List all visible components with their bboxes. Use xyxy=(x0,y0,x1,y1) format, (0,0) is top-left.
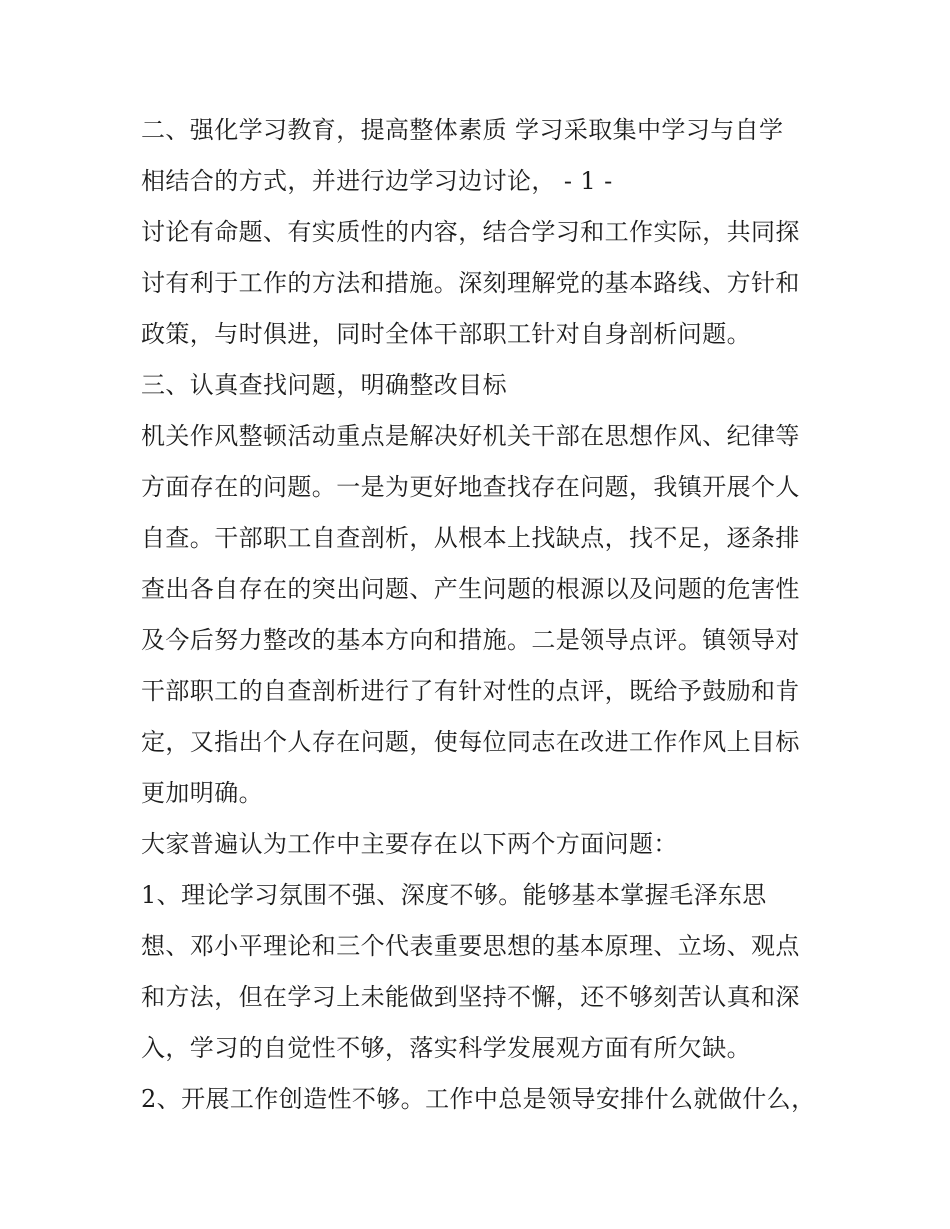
paragraph-line: 大家普遍认为工作中主要存在以下两个方面问题： xyxy=(141,830,678,858)
paragraph-line: 想、邓小平理论和三个代表重要思想的基本原理、立场、观点 xyxy=(141,932,800,960)
heading-strengthen-study: 二、强化学习教育，提高整体素质 学习采取集中学习与自学 xyxy=(141,116,784,144)
list-item-1: 1、理论学习氛围不强、深度不够。能够基本掌握毛泽东思 xyxy=(141,881,767,909)
paragraph-line: 讨有利于工作的方法和措施。深刻理解党的基本路线、方针和 xyxy=(141,269,800,297)
paragraph-line: 入，学习的自觉性不够，落实科学发展观方面有所欠缺。 xyxy=(141,1034,751,1062)
list-item-2: 2、开展工作创造性不够。工作中总是领导安排什么就做什么， xyxy=(141,1085,816,1113)
paragraph-line: 定，又指出个人存在问题，使每位同志在改进工作作风上目标 xyxy=(141,728,800,756)
paragraph-line: 讨论有命题、有实质性的内容，结合学习和工作实际，共同探 xyxy=(141,218,800,246)
paragraph-line: 和方法，但在学习上未能做到坚持不懈，还不够刻苦认真和深 xyxy=(141,983,800,1011)
paragraph-line: 相结合的方式，并进行边学习边讨论， - 1 - xyxy=(141,167,613,195)
paragraph-line: 查出各自存在的突出问题、产生问题的根源以及问题的危害性 xyxy=(141,575,800,603)
paragraph-line: 干部职工的自查剖析进行了有针对性的点评，既给予鼓励和肯 xyxy=(141,677,800,705)
paragraph-line: 更加明确。 xyxy=(141,779,263,807)
paragraph-line: 及今后努力整改的基本方向和措施。二是领导点评。镇领导对 xyxy=(141,626,800,654)
paragraph-line: 方面存在的问题。一是为更好地查找存在问题，我镇开展个人 xyxy=(141,473,800,501)
paragraph-line: 自查。干部职工自查剖析，从根本上找缺点，找不足，逐条排 xyxy=(141,524,800,552)
paragraph-line: 政策，与时俱进，同时全体干部职工针对自身剖析问题。 xyxy=(141,320,751,348)
paragraph-line: 机关作风整顿活动重点是解决好机关干部在思想作风、纪律等 xyxy=(141,422,800,450)
heading-find-problems: 三、认真查找问题，明确整改目标 xyxy=(141,371,507,399)
